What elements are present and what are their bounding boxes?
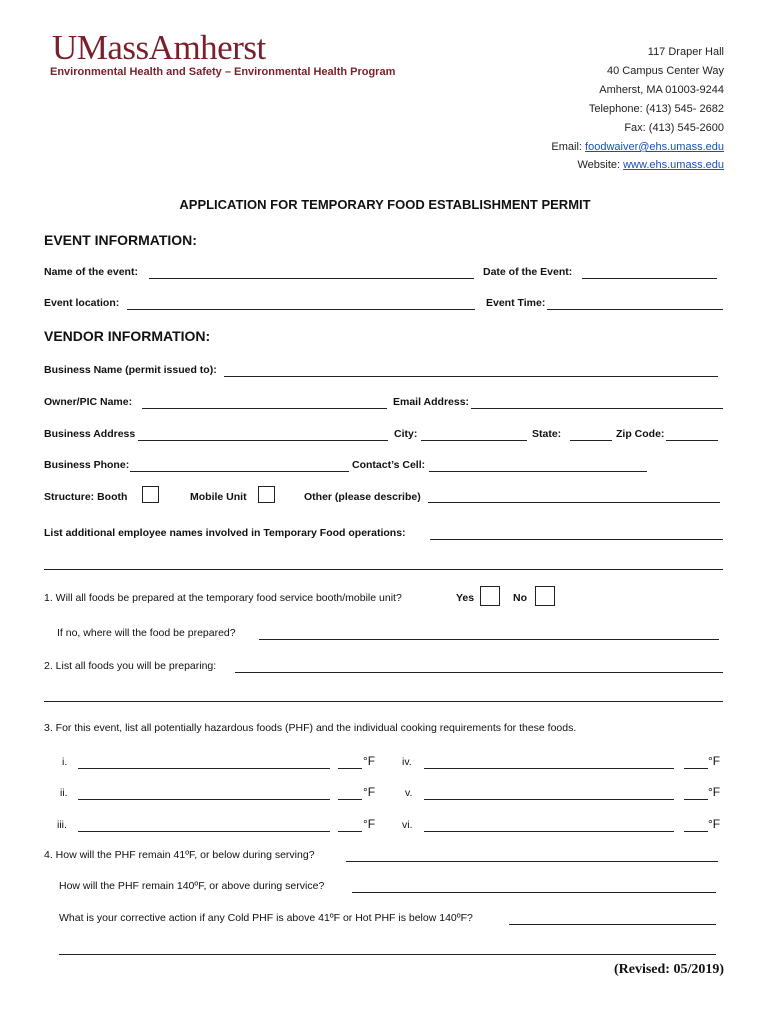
phf-item-iv-label: iv. [402, 756, 412, 768]
hot-holding-field[interactable] [352, 892, 716, 893]
question-1: 1. Will all foods be prepared at the temporary food service booth/mobile unit? [44, 592, 402, 604]
phf-item-iv-temp-field[interactable] [684, 768, 708, 769]
employees-label: List additional employee names involved in Temporary Food operations: [44, 527, 406, 539]
phf-item-v-deg: °F [708, 785, 721, 799]
phf-item-ii-label: ii. [60, 787, 68, 799]
phf-item-i-field[interactable] [78, 768, 330, 769]
city-label: City: [394, 428, 418, 440]
phf-item-v-field[interactable] [424, 799, 674, 800]
address-line-1: 117 Draper Hall [647, 46, 724, 58]
phf-item-i-temp-field[interactable] [338, 768, 362, 769]
event-heading: EVENT INFORMATION: [44, 232, 197, 248]
phf-item-iv-field[interactable] [424, 768, 674, 769]
phf-item-i-deg: °F [363, 754, 376, 768]
phf-item-ii-temp-field[interactable] [338, 799, 362, 800]
event-time-label: Event Time: [486, 297, 546, 309]
corrective-action-field[interactable] [509, 924, 716, 925]
address-line-3: Amherst, MA 01003-9244 [599, 84, 724, 96]
no-checkbox[interactable] [535, 586, 555, 606]
zip-field[interactable] [666, 440, 718, 441]
event-location-label: Event location: [44, 297, 120, 309]
employees-field-2[interactable] [44, 569, 723, 570]
address-line-2: 40 Campus Center Way [607, 65, 724, 77]
contact-cell-field[interactable] [429, 471, 647, 472]
phf-item-iii-deg: °F [363, 817, 376, 831]
form-title: APPLICATION FOR TEMPORARY FOOD ESTABLISHMENT PERMIT [179, 197, 591, 212]
zip-label: Zip Code: [616, 428, 665, 440]
business-phone-field[interactable] [130, 471, 349, 472]
corrective-action-field-2[interactable] [59, 954, 716, 955]
event-time-field[interactable] [547, 309, 723, 310]
umass-logo: UMassAmherst [52, 28, 266, 67]
phf-item-iii-field[interactable] [78, 831, 330, 832]
no-label: No [513, 592, 527, 604]
vendor-email-field[interactable] [471, 408, 723, 409]
phf-item-vi-label: vi. [402, 819, 413, 831]
department-name: Environmental Health and Safety – Environmental Health Program [50, 66, 396, 78]
phf-item-vi-deg: °F [708, 817, 721, 831]
mobile-unit-checkbox[interactable] [258, 486, 275, 503]
telephone: Telephone: (413) 545- 2682 [588, 103, 724, 115]
event-location-field[interactable] [127, 309, 475, 310]
foods-list-field[interactable] [235, 672, 723, 673]
phf-item-vi-field[interactable] [424, 831, 674, 832]
business-address-field[interactable] [138, 440, 388, 441]
fax: Fax: (413) 545-2600 [624, 122, 724, 134]
email-label: Email: [551, 141, 586, 153]
booth-checkbox[interactable] [142, 486, 159, 503]
yes-checkbox[interactable] [480, 586, 500, 606]
phf-item-i-label: i. [62, 756, 68, 768]
phf-item-v-label: v. [405, 787, 413, 799]
email-line [551, 141, 724, 153]
event-date-field[interactable] [582, 278, 717, 279]
vendor-email-label: Email Address: [393, 396, 470, 408]
event-date-label: Date of the Event: [483, 266, 573, 278]
phf-item-ii-deg: °F [363, 785, 376, 799]
state-label: State: [532, 428, 562, 440]
cold-holding-field[interactable] [346, 861, 718, 862]
question-4c: What is your corrective action if any Cold PHF is above 41ºF or Hot PHF is below 140ºF? [59, 912, 473, 924]
phf-item-ii-field[interactable] [78, 799, 330, 800]
state-field[interactable] [570, 440, 612, 441]
food-preparation-location-field[interactable] [259, 639, 719, 640]
question-3: 3. For this event, list all potentially hazardous foods (PHF) and the individual cooking requirements for these foods. [44, 722, 577, 734]
employees-field[interactable] [430, 539, 723, 540]
question-1-followup: If no, where will the food be prepared? [57, 627, 236, 639]
email-link[interactable]: foodwaiver@ehs.umass.edu [585, 141, 724, 153]
mobile-unit-label: Mobile Unit [190, 491, 247, 503]
phf-item-iv-deg: °F [708, 754, 721, 768]
owner-field[interactable] [142, 408, 387, 409]
business-address-label: Business Address [44, 428, 136, 440]
contact-cell-label: Contact’s Cell: [352, 459, 426, 471]
revision-date: (Revised: 05/2019) [613, 962, 724, 977]
phf-item-v-temp-field[interactable] [684, 799, 708, 800]
business-name-field[interactable] [224, 376, 718, 377]
other-label: Other (please describe) [304, 491, 421, 503]
event-name-field[interactable] [149, 278, 474, 279]
phf-item-iii-temp-field[interactable] [338, 831, 362, 832]
website-line [577, 159, 724, 171]
other-field[interactable] [428, 502, 720, 503]
vendor-heading: VENDOR INFORMATION: [44, 328, 211, 344]
structure-booth-label: Structure: Booth [44, 491, 128, 503]
question-2: 2. List all foods you will be preparing: [44, 660, 217, 672]
question-4b: How will the PHF remain 140ºF, or above during service? [59, 880, 325, 892]
business-phone-label: Business Phone: [44, 459, 130, 471]
website-label: Website: [577, 159, 624, 171]
yes-label: Yes [456, 592, 475, 604]
business-name-label: Business Name (permit issued to): [44, 364, 217, 376]
website-link[interactable]: www.ehs.umass.edu [623, 159, 724, 171]
foods-list-field-2[interactable] [44, 701, 723, 702]
phf-item-vi-temp-field[interactable] [684, 831, 708, 832]
event-name-label: Name of the event: [44, 266, 138, 278]
city-field[interactable] [421, 440, 527, 441]
phf-item-iii-label: iii. [57, 819, 67, 831]
question-4: 4. How will the PHF remain 41ºF, or below during serving? [44, 849, 315, 861]
owner-label: Owner/PIC Name: [44, 396, 133, 408]
